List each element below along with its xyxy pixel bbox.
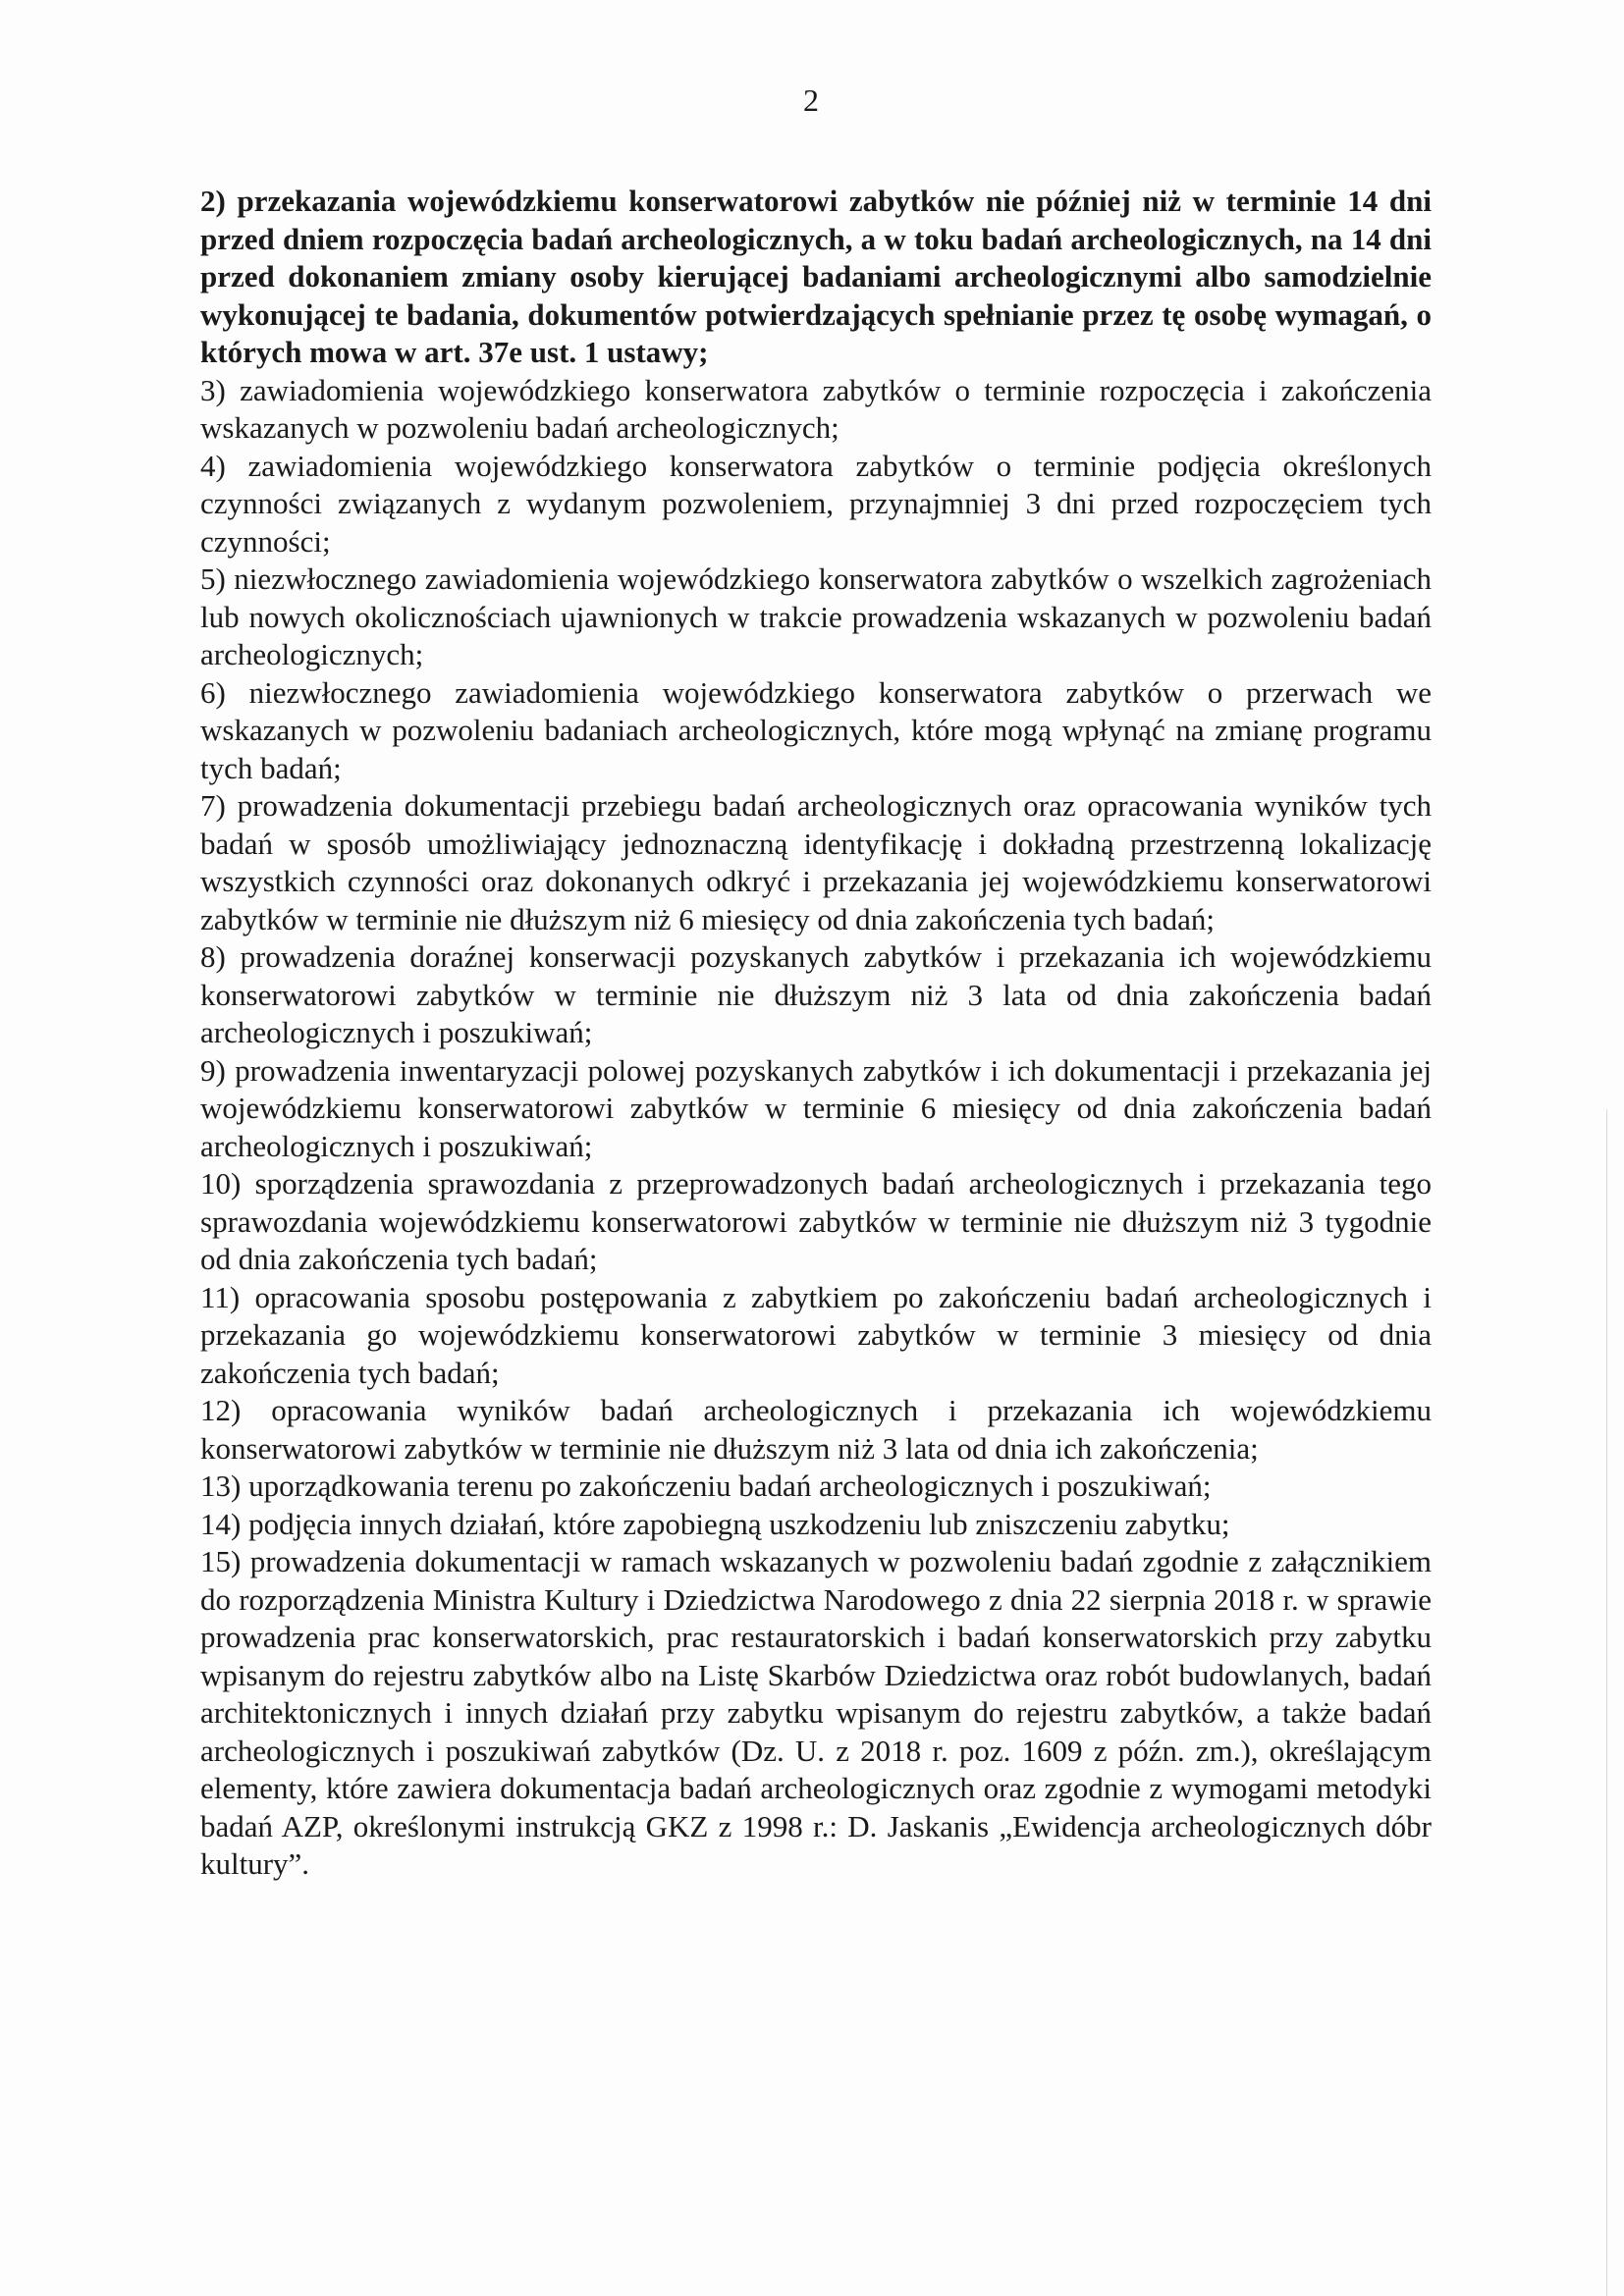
list-item-7: 7) prowadzenia dokumentacji przebiegu badań archeologicznych oraz opracowania wyników tych badań w sposób umożliwiający jednoznaczną identyfikację i dokładną przestrzenną lokalizację wszystkich czynności oraz dokonanych odkryć i przekazania jej wojewódzkiemu konserwatorowi zabytków w terminie nie dłuższym niż 6 miesięcy od dnia zakończenia tych badań;	[200, 788, 1432, 936]
list-item-11: 11) opracowania sposobu postępowania z zabytkiem po zakończeniu badań archeologicznych i przekazania go wojewódzkiemu konserwatorowi zabytków w terminie 3 miesięcy od dnia zakończenia tych badań;	[200, 1279, 1432, 1390]
list-item-13: 13) uporządkowania terenu po zakończeniu badań archeologicznych i poszukiwań;	[200, 1468, 1212, 1503]
list-item-8: 8) prowadzenia doraźnej konserwacji pozyskanych zabytków i przekazania ich wojewódzkiemu konserwatorowi zabytków w terminie nie dłuższym niż 3 lata od dnia zakończenia badań archeologicznych i poszukiwań;	[200, 939, 1432, 1049]
list-item-15: 15) prowadzenia dokumentacji w ramach wskazanych w pozwoleniu badań zgodnie z załącznikiem do rozporządzenia Ministra Kultury i Dziedzictwa Narodowego z dnia 22 sierpnia 2018 r. w sprawie prowadzenia prac konserwatorskich, prac restauratorskich i badań konserwatorskich przy zabytku wpisanym do rejestru zabytków albo na Listę Skarbów Dziedzictwa oraz robót budowlanych, badań architektonicznych i innych działań przy zabytku wpisanym do rejestru zabytków, a także badań archeologicznych i poszukiwań zabytków (Dz. U. z 2018 r. poz. 1609 z późn. zm.), określającym elementy, które zawiera dokumentacja badań archeologicznych oraz zgodnie z wymogami metodyki badań AZP, określonymi instrukcją GKZ z 1998 r.: D. Jaskanis „Ewidencja archeologicznych dóbr kultury”.	[200, 1544, 1432, 1881]
obligations-list	[200, 183, 1432, 1884]
list-item-4: 4) zawiadomienia wojewódzkiego konserwatora zabytków o terminie podjęcia określonych czynności związanych z wydanym pozwoleniem, przynajmniej 3 dni przed rozpoczęciem tych czynności;	[200, 448, 1432, 559]
list-item-9: 9) prowadzenia inwentaryzacji polowej pozyskanych zabytków i ich dokumentacji i przekazania jej wojewódzkiemu konserwatorowi zabytków w terminie 6 miesięcy od dnia zakończenia badań archeologicznych i poszukiwań;	[200, 1052, 1432, 1163]
scan-edge-line	[1606, 1109, 1607, 2296]
page-number: 2	[803, 82, 819, 118]
list-item-12: 12) opracowania wyników badań archeologicznych i przekazania ich wojewódzkiemu konserwatorowi zabytków w terminie nie dłuższym niż 3 lata od dnia ich zakończenia;	[200, 1393, 1432, 1466]
list-item-5: 5) niezwłocznego zawiadomienia wojewódzkiego konserwatora zabytków o wszelkich zagrożeniach lub nowych okolicznościach ujawnionych w trakcie prowadzenia wskazanych w pozwoleniu badań archeologicznych;	[200, 561, 1432, 671]
list-item-6: 6) niezwłocznego zawiadomienia wojewódzkiego konserwatora zabytków o przerwach we wskazanych w pozwoleniu badaniach archeologicznych, które mogą wpłynąć na zmianę programu tych badań;	[200, 674, 1432, 785]
list-item-10: 10) sporządzenia sprawozdania z przeprowadzonych badań archeologicznych i przekazania tego sprawozdania wojewódzkiemu konserwatorowi zabytków w terminie nie dłuższym niż 3 tygodnie od dnia zakończenia tych badań;	[200, 1166, 1432, 1276]
list-item-2: 2) przekazania wojewódzkiemu konserwatorowi zabytków nie później niż w terminie 14 dni przed dniem rozpoczęcia badań archeologicznych, a w toku badań archeologicznych, na 14 dni przed dokonaniem zmiany osoby kierującej badaniami archeologicznymi albo samodzielnie wykonującej te badania, dokumentów potwierdzających spełnianie przez tę osobę wymagań, o których mowa w art. 37e ust. 1 ustawy;	[200, 184, 1432, 369]
list-item-14: 14) podjęcia innych działań, które zapobiegną uszkodzeniu lub zniszczeniu zabytku;	[200, 1506, 1230, 1541]
list-item-3: 3) zawiadomienia wojewódzkiego konserwatora zabytków o terminie rozpoczęcia i zakończenia wskazanych w pozwoleniu badań archeologicznych;	[200, 372, 1432, 445]
